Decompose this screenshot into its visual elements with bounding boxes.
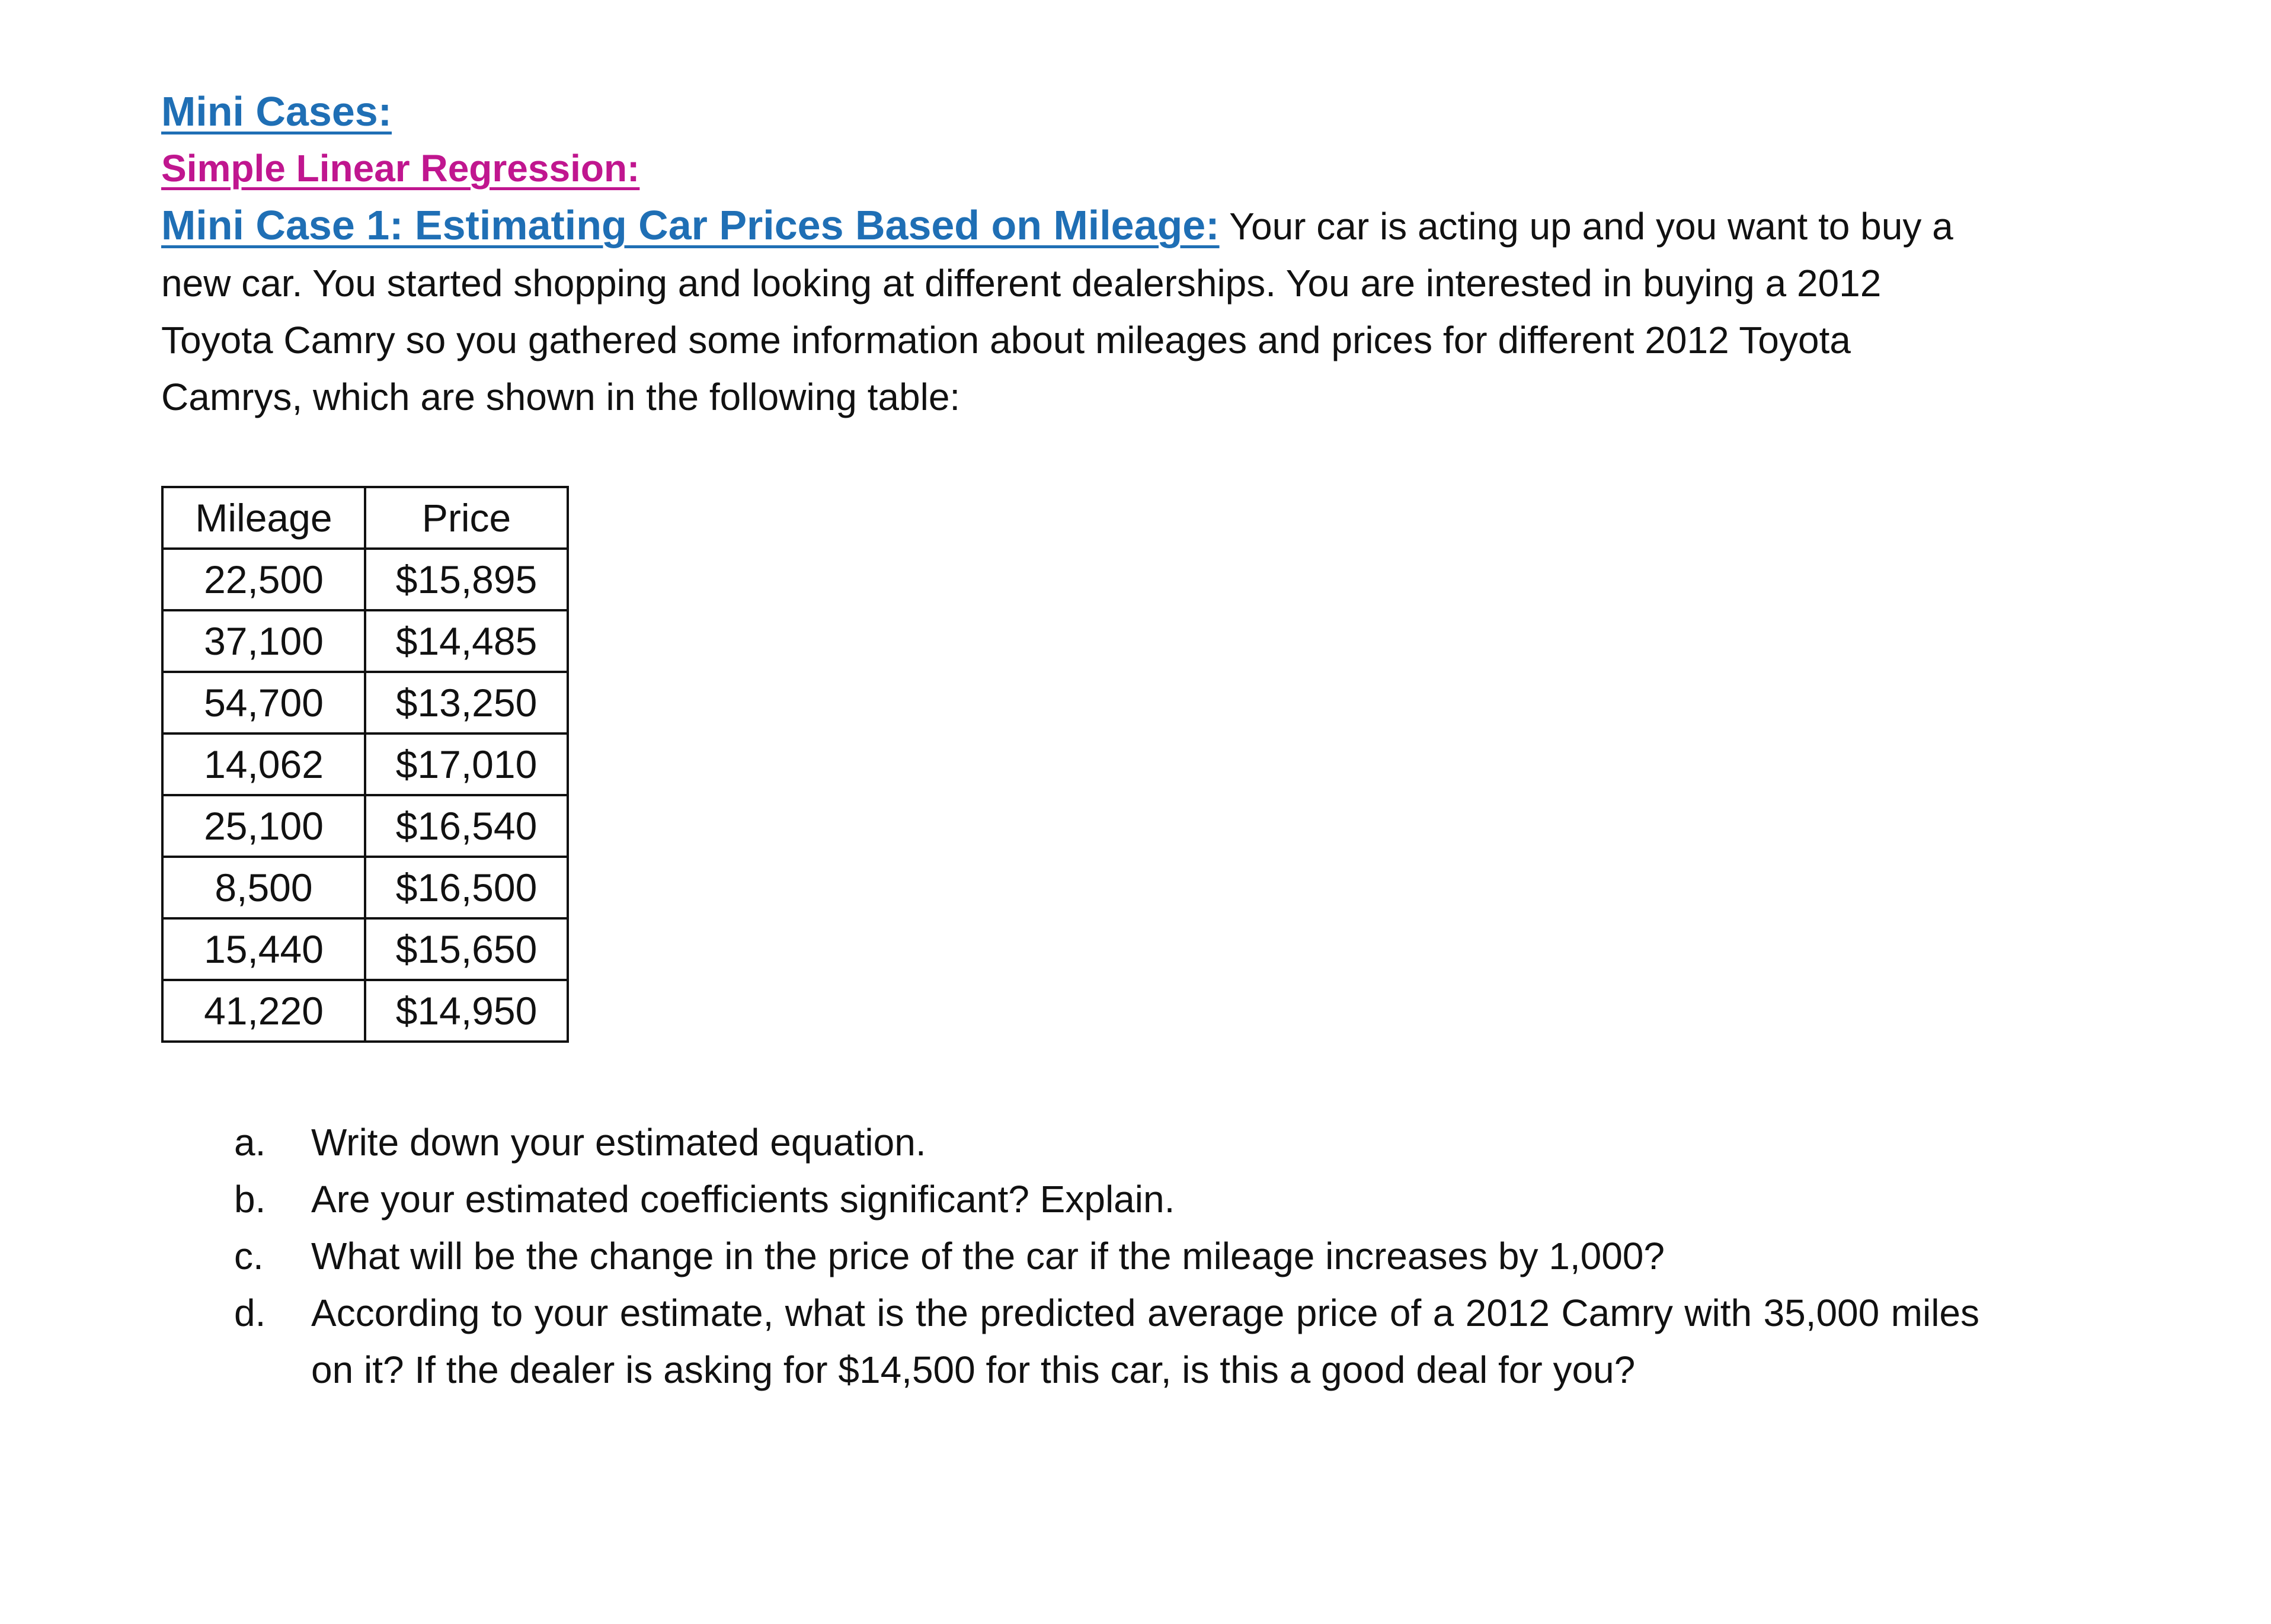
mileage-cell: 14,062 (162, 733, 365, 795)
header-price: Price (365, 487, 568, 549)
question-text: Write down your estimated equation. (311, 1121, 926, 1164)
mileage-cell: 41,220 (162, 980, 365, 1042)
question-letter: d. (234, 1292, 266, 1334)
mileage-cell: 54,700 (162, 672, 365, 733)
price-cell: $16,540 (365, 795, 568, 857)
mileage-price-table (161, 486, 569, 1043)
table-row (162, 980, 568, 1042)
question-item-b (234, 1171, 1979, 1228)
mileage-cell: 22,500 (162, 549, 365, 610)
question-text: Are your estimated coefficients significant? Explain. (311, 1178, 1175, 1221)
price-cell: $13,250 (365, 672, 568, 733)
price-cell: $14,485 (365, 610, 568, 672)
table-row (162, 795, 568, 857)
mileage-cell: 37,100 (162, 610, 365, 672)
price-cell: $16,500 (365, 857, 568, 918)
mileage-cell: 25,100 (162, 795, 365, 857)
price-cell: $15,650 (365, 918, 568, 980)
mileage-cell: 15,440 (162, 918, 365, 980)
price-cell: $15,895 (365, 549, 568, 610)
question-letter: c. (234, 1235, 264, 1277)
question-item-d (234, 1285, 1979, 1398)
table-row (162, 610, 568, 672)
question-item-a (234, 1114, 1979, 1171)
question-letter: b. (234, 1178, 266, 1221)
question-text: According to your estimate, what is the predicted average price of a 2012 Camry with 35,000 miles on it? If the dealer is asking for $14,500 for this car, is this a good deal for you? (311, 1292, 1979, 1391)
question-text: What will be the change in the price of the car if the mileage increases by 1,000? (311, 1235, 1665, 1277)
case-title: Mini Case 1: Estimating Car Prices Based on Mileage: (161, 202, 1220, 248)
document-title: Mini Cases: (161, 88, 392, 134)
table-row (162, 733, 568, 795)
question-list (234, 1114, 1979, 1398)
table-header-row (162, 487, 568, 549)
table-row (162, 857, 568, 918)
table-row (162, 549, 568, 610)
header-mileage: Mileage (162, 487, 365, 549)
document-body (161, 83, 1998, 425)
case-intro-text: Your car is acting up and you want to buy a new car. You started shopping and looking at different dealerships. You are interested in buying a 2012 Toyota Camry so you gathered some information about mileages and prices for different 2012 Toyota Camrys, which are shown in the following table: (161, 205, 1953, 418)
mileage-cell: 8,500 (162, 857, 365, 918)
price-cell: $17,010 (365, 733, 568, 795)
table-row (162, 672, 568, 733)
case-paragraph (161, 197, 1998, 425)
question-letter: a. (234, 1121, 266, 1164)
question-item-c (234, 1228, 1979, 1285)
price-cell: $14,950 (365, 980, 568, 1042)
section-subtitle: Simple Linear Regression: (161, 147, 640, 190)
table-row (162, 918, 568, 980)
